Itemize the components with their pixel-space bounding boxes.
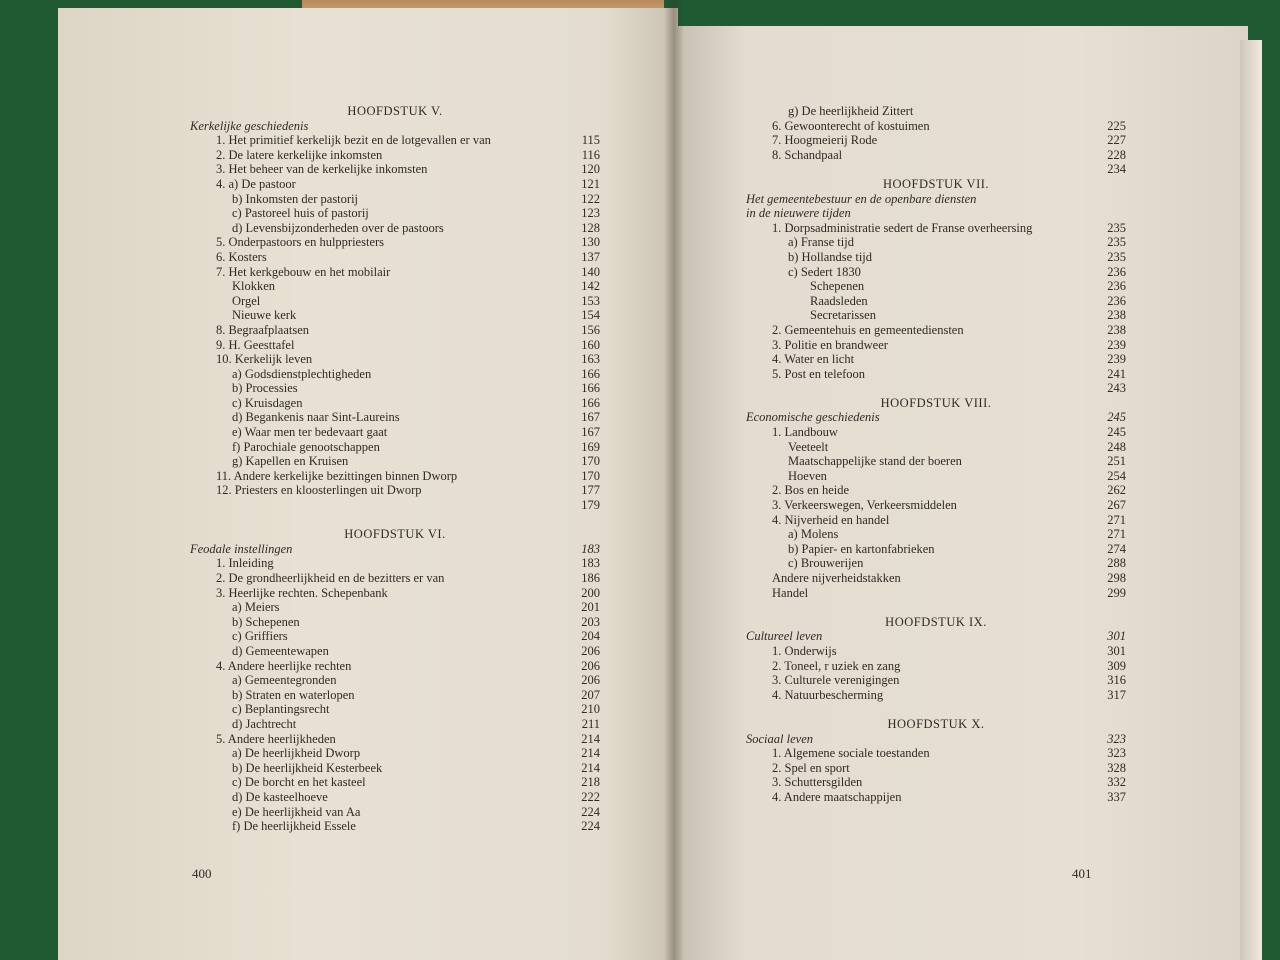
toc-entry bbox=[190, 571, 600, 586]
entry-title: 10. Kerkelijk leven bbox=[216, 352, 313, 367]
toc-entry bbox=[190, 235, 600, 250]
toc-entry bbox=[190, 425, 600, 440]
entry-page-number: 243 bbox=[1107, 381, 1126, 396]
entry-page-number: 298 bbox=[1107, 571, 1126, 585]
entry-title: 3. Schuttersgilden bbox=[772, 775, 863, 790]
toc-entry bbox=[746, 659, 1126, 674]
chapter-heading: HOOFDSTUK V. bbox=[347, 104, 443, 118]
entry-page-number: 317 bbox=[1107, 687, 1126, 702]
entry-title: b) Hollandse tijd bbox=[788, 249, 873, 264]
toc-entry bbox=[190, 265, 600, 280]
entry-page-number: 236 bbox=[1107, 279, 1126, 294]
entry-page-number: 245 bbox=[1107, 410, 1126, 425]
chapter-heading: HOOFDSTUK IX. bbox=[885, 614, 987, 629]
entry-page-number: 238 bbox=[1107, 308, 1126, 323]
entry-page-number: 156 bbox=[581, 322, 600, 337]
toc-entry bbox=[746, 586, 1126, 601]
toc-entry bbox=[746, 235, 1126, 250]
section-title: Cultureel leven bbox=[746, 629, 823, 644]
toc-entry bbox=[746, 323, 1126, 338]
entry-page-number: 235 bbox=[1107, 249, 1126, 264]
toc-entry bbox=[190, 673, 600, 688]
entry-page-number: 166 bbox=[581, 395, 600, 410]
toc-entry bbox=[190, 688, 600, 703]
entry-title: Hoeven bbox=[788, 468, 827, 483]
entry-page-number: 288 bbox=[1107, 556, 1126, 571]
toc-entry bbox=[190, 410, 600, 425]
entry-page-number: 128 bbox=[581, 220, 600, 235]
chapter-heading: HOOFDSTUK X. bbox=[887, 716, 985, 731]
entry-page-number: 206 bbox=[581, 658, 600, 673]
entry-page-number: 301 bbox=[1107, 643, 1126, 658]
entry-title: 1. Algemene sociale toestanden bbox=[772, 746, 930, 761]
entry-page-number: 323 bbox=[1107, 731, 1126, 746]
entry-page-number: 170 bbox=[581, 454, 600, 469]
entry-page-number: 179 bbox=[581, 498, 600, 513]
entry-page-number: 206 bbox=[581, 673, 600, 688]
entry-title: Raadsleden bbox=[810, 293, 868, 308]
entry-page-number: 120 bbox=[581, 162, 600, 177]
toc-entry bbox=[190, 469, 600, 484]
entry-title: 8. Schandpaal bbox=[772, 147, 843, 162]
toc-entry bbox=[190, 192, 600, 207]
entry-title: e) Waar men ter bedevaart gaat bbox=[232, 425, 388, 440]
entry-title: 4. Andere heerlijke rechten bbox=[216, 658, 352, 673]
entry-page-number: 167 bbox=[581, 410, 600, 425]
entry-title: f) Parochiale genootschappen bbox=[232, 439, 380, 454]
entry-page-number: 214 bbox=[581, 760, 600, 775]
toc-entry bbox=[746, 513, 1126, 528]
toc-entry bbox=[746, 352, 1126, 367]
toc-entry bbox=[190, 644, 600, 659]
entry-title: 2. Toneel, r uziek en zang bbox=[772, 658, 901, 673]
toc-entry bbox=[190, 702, 600, 717]
entry-title: Nieuwe kerk bbox=[232, 308, 297, 323]
toc-entry bbox=[190, 717, 600, 732]
entry-title: 1. Onderwijs bbox=[772, 643, 837, 658]
toc-entry bbox=[190, 162, 600, 177]
entry-page-number: 236 bbox=[1107, 293, 1126, 308]
entry-page-number: 299 bbox=[1107, 585, 1126, 600]
entry-page-number: 251 bbox=[1107, 454, 1126, 469]
entry-page-number: 115 bbox=[581, 133, 600, 148]
entry-title: a) Godsdienstplechtigheden bbox=[232, 366, 372, 381]
toc-entry bbox=[190, 221, 600, 236]
toc-entry bbox=[190, 206, 600, 221]
toc-entry bbox=[190, 586, 600, 601]
entry-page-number: 254 bbox=[1107, 468, 1126, 483]
section-title-row bbox=[746, 410, 1126, 425]
toc-entry bbox=[190, 381, 600, 396]
entry-page-number: 203 bbox=[581, 614, 600, 629]
toc-entry bbox=[746, 221, 1126, 236]
entry-title: a) Franse tijd bbox=[788, 235, 854, 250]
entry-page-number: 211 bbox=[581, 716, 600, 731]
entry-page-number: 204 bbox=[581, 629, 600, 644]
toc-entry bbox=[190, 177, 600, 192]
entry-page-number: 210 bbox=[581, 702, 600, 717]
entry-title: 6. Kosters bbox=[216, 249, 267, 264]
toc-entry bbox=[190, 498, 600, 513]
page-number-left: 400 bbox=[192, 866, 212, 881]
toc-entry bbox=[190, 483, 600, 498]
entry-title: 7. Hoogmeierij Rode bbox=[772, 133, 878, 148]
toc-entry bbox=[190, 556, 600, 571]
section-title-row bbox=[190, 542, 600, 557]
toc-entry bbox=[746, 338, 1126, 353]
entry-title: c) Kruisdagen bbox=[232, 395, 303, 410]
entry-page-number: 200 bbox=[581, 585, 600, 600]
entry-page-number: 123 bbox=[581, 206, 600, 221]
toc-entry bbox=[190, 746, 600, 761]
entry-page-number: 262 bbox=[1107, 483, 1126, 498]
toc-entry bbox=[746, 148, 1126, 163]
entry-page-number: 214 bbox=[581, 731, 600, 746]
toc-entry bbox=[190, 819, 600, 834]
toc-entry bbox=[746, 425, 1126, 440]
toc-entry bbox=[746, 133, 1126, 148]
entry-page-number: 166 bbox=[581, 381, 600, 396]
toc-entry bbox=[746, 790, 1126, 805]
entry-title: Andere nijverheidstakken bbox=[772, 571, 901, 585]
entry-page-number: 206 bbox=[581, 643, 600, 658]
entry-title: c) Brouwerijen bbox=[788, 556, 864, 571]
entry-page-number: 239 bbox=[1107, 352, 1126, 367]
entry-title: Handel bbox=[772, 585, 809, 600]
toc-entry bbox=[746, 119, 1126, 134]
entry-page-number: 201 bbox=[581, 600, 600, 615]
entry-title: 4. a) De pastoor bbox=[216, 176, 296, 191]
entry-page-number: 140 bbox=[581, 264, 600, 279]
entry-page-number: 248 bbox=[1107, 439, 1126, 454]
entry-page-number: 160 bbox=[581, 337, 600, 352]
toc-entry bbox=[746, 381, 1126, 396]
toc-entry bbox=[746, 294, 1126, 309]
entry-title: 2. De latere kerkelijke inkomsten bbox=[216, 147, 383, 162]
entry-page-number: 167 bbox=[581, 425, 600, 440]
entry-title: Secretarissen bbox=[810, 308, 876, 323]
entry-page-number: 224 bbox=[581, 804, 600, 819]
entry-title: b) Inkomsten der pastorij bbox=[232, 191, 359, 206]
entry-page-number: 177 bbox=[581, 483, 600, 498]
entry-title: 7. Het kerkgebouw en het mobilair bbox=[216, 264, 391, 279]
entry-title: 4. Natuurbescherming bbox=[772, 687, 884, 702]
entry-page-number: 228 bbox=[1107, 147, 1126, 162]
entry-page-number: 186 bbox=[581, 571, 600, 585]
entry-title: a) Meiers bbox=[232, 600, 280, 615]
entry-page-number: 207 bbox=[581, 687, 600, 702]
entry-page-number: 236 bbox=[1107, 264, 1126, 279]
entry-title: 3. Culturele verenigingen bbox=[772, 673, 900, 688]
entry-title: d) Gemeentewapen bbox=[232, 643, 329, 658]
entry-page-number: 116 bbox=[581, 147, 600, 162]
entry-page-number: 316 bbox=[1107, 673, 1126, 688]
entry-page-number: 224 bbox=[581, 819, 600, 834]
toc-entry bbox=[190, 600, 600, 615]
toc-right-column bbox=[746, 104, 1126, 805]
toc-entry bbox=[190, 775, 600, 790]
entry-title: c) Pastoreel huis of pastorij bbox=[232, 206, 369, 221]
toc-entry bbox=[746, 761, 1126, 776]
entry-title: 11. Andere kerkelijke bezittingen binnen Dworp bbox=[216, 468, 458, 483]
toc-entry bbox=[746, 104, 1126, 119]
toc-entry bbox=[746, 454, 1126, 469]
entry-page-number: 271 bbox=[1107, 512, 1126, 527]
entry-title: 9. H. Geesttafel bbox=[216, 337, 295, 352]
entry-page-number: 301 bbox=[1107, 629, 1126, 644]
entry-title: Maatschappelijke stand der boeren bbox=[788, 454, 962, 469]
entry-title: 4. Water en licht bbox=[772, 352, 855, 367]
entry-title: 4. Nijverheid en handel bbox=[772, 512, 890, 527]
entry-title: 4. Andere maatschappijen bbox=[772, 789, 902, 804]
section-title: Het gemeentebestuur en de openbare diensten bbox=[746, 191, 977, 206]
toc-entry bbox=[746, 571, 1126, 586]
section-title-row bbox=[746, 206, 1126, 221]
entry-title: 3. Verkeerswegen, Verkeersmiddelen bbox=[772, 498, 957, 513]
toc-entry bbox=[190, 323, 600, 338]
toc-spacer bbox=[746, 702, 1126, 717]
entry-title: 2. Bos en heide bbox=[772, 483, 850, 498]
toc-entry bbox=[746, 279, 1126, 294]
entry-title: 3. Het beheer van de kerkelijke inkomsten bbox=[216, 162, 428, 177]
entry-title: Klokken bbox=[232, 279, 276, 294]
entry-title: 1. Het primitief kerkelijk bezit en de lotgevallen er van bbox=[216, 133, 491, 148]
entry-page-number: 239 bbox=[1107, 337, 1126, 352]
toc-entry bbox=[746, 556, 1126, 571]
entry-title: a) Molens bbox=[788, 527, 839, 542]
entry-page-number: 121 bbox=[581, 176, 600, 191]
toc-entry bbox=[746, 775, 1126, 790]
toc-entry bbox=[190, 805, 600, 820]
section-title: Economische geschiedenis bbox=[746, 410, 880, 425]
entry-title: 2. Gemeentehuis en gemeentediensten bbox=[772, 322, 964, 337]
entry-page-number: 163 bbox=[581, 352, 600, 367]
entry-title: 3. Politie en brandweer bbox=[772, 337, 888, 352]
entry-page-number: 309 bbox=[1107, 658, 1126, 673]
entry-title: d) Begankenis naar Sint-Laureins bbox=[232, 410, 400, 425]
toc-entry bbox=[190, 732, 600, 747]
toc-entry bbox=[746, 644, 1126, 659]
section-title-row bbox=[746, 732, 1126, 747]
section-title: Kerkelijke geschiedenis bbox=[190, 118, 309, 133]
toc-entry bbox=[190, 454, 600, 469]
entry-title: b) De heerlijkheid Kesterbeek bbox=[232, 760, 383, 775]
toc-entry bbox=[746, 265, 1126, 280]
chapter-heading: HOOFDSTUK VI. bbox=[344, 527, 446, 542]
entry-title: 6. Gewoonterecht of kostuimen bbox=[772, 118, 930, 133]
toc-entry bbox=[190, 615, 600, 630]
chapter-heading: HOOFDSTUK VIII. bbox=[880, 395, 992, 410]
entry-page-number: 166 bbox=[581, 366, 600, 381]
book-gutter bbox=[664, 0, 684, 960]
entry-page-number: 169 bbox=[581, 439, 600, 454]
entry-page-number: 137 bbox=[581, 249, 600, 264]
toc-entry bbox=[190, 250, 600, 265]
toc-entry bbox=[746, 469, 1126, 484]
entry-title: d) Jachtrecht bbox=[232, 716, 297, 731]
entry-page-number: 130 bbox=[581, 235, 600, 250]
entry-title: 1. Inleiding bbox=[216, 556, 274, 571]
chapter-heading: HOOFDSTUK VII. bbox=[882, 176, 990, 191]
entry-page-number: 170 bbox=[581, 468, 600, 483]
toc-entry bbox=[190, 148, 600, 163]
entry-title: 8. Begraafplaatsen bbox=[216, 322, 310, 337]
entry-page-number: 225 bbox=[1107, 118, 1126, 133]
entry-title: 12. Priesters en kloosterlingen uit Dworp bbox=[216, 483, 422, 498]
entry-title: 5. Post en telefoon bbox=[772, 366, 866, 381]
entry-title: b) Papier- en kartonfabrieken bbox=[788, 541, 935, 556]
toc-entry bbox=[190, 396, 600, 411]
toc-entry bbox=[190, 659, 600, 674]
entry-title: 1. Landbouw bbox=[772, 425, 838, 440]
entry-page-number: 245 bbox=[1107, 425, 1126, 440]
entry-title: g) De heerlijkheid Zittert bbox=[788, 104, 914, 118]
entry-page-number: 328 bbox=[1107, 760, 1126, 775]
entry-page-number: 323 bbox=[1107, 746, 1126, 761]
toc-entry bbox=[746, 673, 1126, 688]
toc-entry bbox=[190, 367, 600, 382]
toc-entry bbox=[746, 440, 1126, 455]
toc-entry bbox=[190, 352, 600, 367]
entry-title: c) Beplantingsrecht bbox=[232, 702, 330, 717]
toc-entry bbox=[190, 279, 600, 294]
entry-title: g) Kapellen en Kruisen bbox=[232, 454, 349, 469]
toc-entry bbox=[746, 367, 1126, 382]
section-title-row bbox=[746, 192, 1126, 207]
entry-page-number: 183 bbox=[581, 541, 600, 556]
entry-title: b) Schepenen bbox=[232, 614, 300, 629]
toc-entry bbox=[746, 688, 1126, 703]
entry-title: Schepenen bbox=[810, 279, 865, 294]
entry-page-number: 337 bbox=[1107, 789, 1126, 804]
toc-entry bbox=[746, 498, 1126, 513]
section-title: in de nieuwere tijden bbox=[746, 206, 851, 221]
page-number-right: 401 bbox=[1072, 866, 1092, 881]
toc-entry bbox=[746, 746, 1126, 761]
entry-title: 5. Onderpastoors en hulppriesters bbox=[216, 235, 385, 250]
toc-entry bbox=[190, 790, 600, 805]
entry-page-number: 122 bbox=[581, 191, 600, 206]
entry-page-number: 235 bbox=[1107, 235, 1126, 250]
toc-entry bbox=[746, 162, 1126, 177]
entry-title: f) De heerlijkheid Essele bbox=[232, 819, 356, 834]
entry-title: a) De heerlijkheid Dworp bbox=[232, 746, 361, 761]
entry-title: e) De heerlijkheid van Aa bbox=[232, 804, 361, 819]
toc-entry bbox=[746, 542, 1126, 557]
entry-page-number: 274 bbox=[1107, 541, 1126, 556]
entry-title: 2. De grondheerlijkheid en de bezitters er van bbox=[216, 571, 445, 585]
entry-title: b) Straten en waterlopen bbox=[232, 687, 355, 702]
toc-entry bbox=[190, 308, 600, 323]
entry-title: b) Processies bbox=[232, 381, 298, 396]
entry-page-number: 154 bbox=[581, 308, 600, 323]
entry-title: Veeteelt bbox=[788, 439, 829, 454]
toc-entry bbox=[190, 440, 600, 455]
toc-entry bbox=[746, 308, 1126, 323]
toc-entry bbox=[746, 483, 1126, 498]
entry-page-number: 153 bbox=[581, 293, 600, 308]
entry-page-number: 238 bbox=[1107, 322, 1126, 337]
entry-title: 5. Andere heerlijkheden bbox=[216, 731, 336, 746]
entry-title: d) Levensbijzonderheden over de pastoors bbox=[232, 220, 444, 235]
entry-page-number: 183 bbox=[581, 556, 600, 571]
toc-spacer bbox=[746, 600, 1126, 615]
section-title: Sociaal leven bbox=[746, 731, 813, 746]
toc-spacer bbox=[190, 513, 600, 528]
page-edges bbox=[1240, 40, 1262, 960]
entry-page-number: 271 bbox=[1107, 527, 1126, 542]
entry-title: 3. Heerlijke rechten. Schepenbank bbox=[216, 585, 388, 600]
entry-title: c) Sedert 1830 bbox=[788, 264, 861, 279]
toc-left-column bbox=[190, 104, 600, 834]
entry-page-number: 267 bbox=[1107, 498, 1126, 513]
toc-entry bbox=[746, 527, 1126, 542]
section-title-row bbox=[190, 119, 600, 134]
toc-entry bbox=[746, 250, 1126, 265]
entry-title: Orgel bbox=[232, 293, 261, 308]
toc-entry bbox=[190, 629, 600, 644]
toc-entry bbox=[190, 338, 600, 353]
section-title-row bbox=[746, 629, 1126, 644]
entry-title: a) Gemeentegronden bbox=[232, 673, 337, 688]
entry-page-number: 214 bbox=[581, 746, 600, 761]
entry-title: 2. Spel en sport bbox=[772, 760, 850, 775]
entry-page-number: 235 bbox=[1107, 220, 1126, 235]
toc-entry bbox=[190, 294, 600, 309]
entry-page-number: 234 bbox=[1107, 162, 1126, 177]
entry-title: d) De kasteelhoeve bbox=[232, 789, 328, 804]
entry-title: 1. Dorpsadministratie sedert de Franse overheersing bbox=[772, 220, 1033, 235]
entry-page-number: 332 bbox=[1107, 775, 1126, 790]
toc-entry bbox=[190, 133, 600, 148]
entry-page-number: 222 bbox=[581, 789, 600, 804]
entry-page-number: 227 bbox=[1107, 133, 1126, 148]
entry-page-number: 241 bbox=[1107, 366, 1126, 381]
entry-page-number: 218 bbox=[581, 775, 600, 790]
entry-page-number: 142 bbox=[581, 279, 600, 294]
section-title: Feodale instellingen bbox=[190, 541, 293, 556]
entry-title: c) Griffiers bbox=[232, 629, 288, 644]
toc-entry bbox=[190, 761, 600, 776]
entry-title: c) De borcht en het kasteel bbox=[232, 775, 366, 790]
